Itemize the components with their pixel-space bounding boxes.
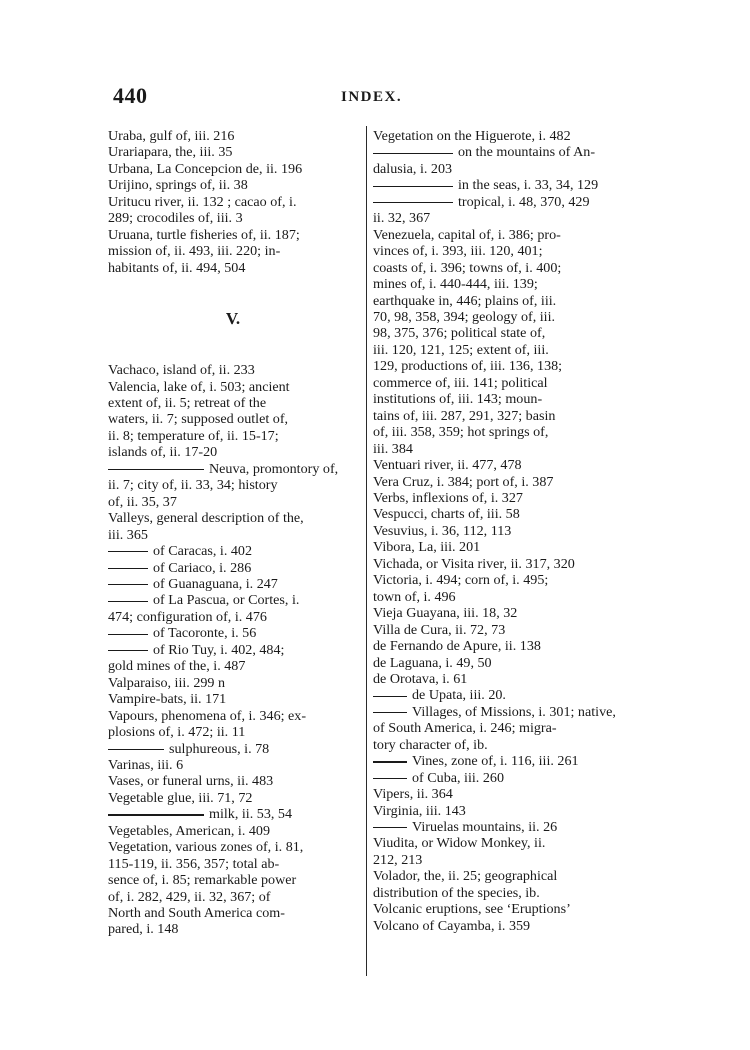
index-entry-line: Vieja Guayana, iii. 18, 32 [373,605,518,622]
index-entry-line: of Caracas, i. 402 [122,543,358,559]
index-entry-line: of Tacoronte, i. 56 [122,625,358,641]
index-entry-line: pared, i. 148 [108,921,179,938]
index-entry-line: iii. 384 [373,440,413,457]
index-entry [373,506,631,522]
index-entry-line: Varinas, iii. 6 [108,756,184,773]
column-divider [366,126,367,976]
index-entry-line: milk, ii. 53, 54 [122,806,358,822]
index-entry [108,227,358,276]
leader-dash [108,814,204,815]
index-entry-line: Viruelas mountains, ii. 26 [387,819,631,835]
index-entry-line: Vichada, or Visita river, ii. 317, 320 [373,555,575,572]
index-entry-line: Virginia, iii. 143 [373,802,466,819]
leader-dash [108,568,148,569]
index-entry-line: on the mountains of An- [387,144,631,160]
index-entry [108,757,358,773]
index-entry-line: Vegetation, various zones of, i. 81, [108,839,304,856]
index-entry-line: islands of, ii. 17-20 [108,444,218,461]
index-entry-line: 474; configuration of, i. 476 [108,608,267,625]
index-entry [373,490,631,506]
index-entry [373,803,631,819]
leader-dash [373,696,407,697]
index-entry-line: 70, 98, 358, 394; geology of, iii. [373,308,556,325]
index-entry-line: town of, i. 496 [373,588,456,605]
index-entry-line: Vapours, phenomena of, i. 346; ex- [108,707,307,724]
index-entry [373,144,631,177]
index-entry-line: Vases, or funeral urns, ii. 483 [108,773,274,790]
index-entry [373,753,631,769]
index-entry-line: de Laguana, i. 49, 50 [373,654,492,671]
index-entry-line: Urijino, springs of, ii. 38 [108,177,248,194]
index-entry [373,655,631,671]
index-entry-line: iii. 365 [108,526,148,543]
index-entry-line: Vegetation on the Higuerote, i. 482 [373,128,571,144]
index-entry-line: Victoria, i. 494; corn of, i. 495; [373,572,549,589]
index-entry-line: Vespucci, charts of, iii. 58 [373,506,520,523]
index-entry-line: 115-119, ii. 356, 357; total ab- [108,855,280,872]
index-entry-line: North and South America com- [108,905,285,922]
index-entry-line: de Orotava, i. 61 [373,670,468,687]
index-entry-line: coasts of, i. 396; towns of, i. 400; [373,259,562,276]
index-entry-line: Uritucu river, ii. 132 ; cacao of, i. [108,193,297,210]
index-entry-line: plosions of, i. 472; ii. 11 [108,724,246,741]
index-entry-line: Neuva, promontory of, [122,461,358,477]
leader-dash [108,634,148,635]
index-entry [108,839,358,938]
index-entry-line: Vibora, La, iii. 201 [373,539,481,556]
index-entry [373,556,631,572]
index-entry-line: Volcanic eruptions, see ‘Eruptions’ [373,901,571,918]
index-entry-line: tory character of, ib. [373,736,488,753]
index-entry-line: 98, 375, 376; political state of, [373,325,546,342]
index-entry [373,638,631,654]
index-entry [108,790,358,806]
index-entry [108,144,358,160]
leader-dash [108,601,148,602]
index-entry-line: of, i. 282, 429, ii. 32, 367; of [108,888,271,905]
index-entry [373,786,631,802]
index-entry-line: sulphureous, i. 78 [122,741,358,757]
leader-dash [373,778,407,779]
index-entry [108,806,358,822]
index-entry [108,576,358,592]
index-column-left [108,128,358,938]
letter-heading-v: V. [225,309,241,329]
index-entry [108,362,358,378]
index-entry-line: waters, ii. 7; supposed outlet of, [108,411,289,428]
index-entry-line: mines of, i. 440-444, iii. 139; [373,276,538,293]
index-entry-line: extent of, ii. 5; retreat of the [108,394,267,411]
index-entry-line: Villa de Cura, ii. 72, 73 [373,621,506,638]
index-entry [373,227,631,457]
index-entry-line: Vesuvius, i. 36, 112, 113 [373,522,512,539]
index-entry [373,128,631,144]
index-entry-line: Vines, zone of, i. 116, iii. 261 [387,753,631,769]
index-entry-line: of, ii. 35, 37 [108,493,177,510]
index-entry-line: Uraba, gulf of, iii. 216 [108,128,235,144]
index-entry-line: earthquake in, 446; plains of, iii. [373,292,557,309]
running-head: INDEX. [341,89,403,105]
index-entry-line: ii. 8; temperature of, ii. 15-17; [108,427,279,444]
index-entry [373,622,631,638]
index-entry [108,461,358,510]
index-entry-line: of Cuba, iii. 260 [387,770,631,786]
index-entry [108,642,358,675]
index-block-v-continued [373,128,631,934]
index-entry-line: of Rio Tuy, i. 402, 484; [122,642,358,658]
leader-dash [108,650,148,651]
index-entry [373,572,631,605]
index-entry-line: Ventuari river, ii. 477, 478 [373,457,522,474]
index-entry-line: mission of, ii. 493, iii. 220; in- [108,243,281,260]
index-entry [108,177,358,193]
index-entry [373,671,631,687]
index-entry [108,625,358,641]
index-entry-line: Vegetables, American, i. 409 [108,822,271,839]
index-entry [108,379,358,461]
index-entry [108,691,358,707]
index-entry-line: Valencia, lake of, i. 503; ancient [108,378,290,395]
leader-dash [373,712,407,713]
index-entry [373,868,631,901]
index-entry [108,675,358,691]
index-entry-line: institutions of, iii. 143; moun- [373,391,543,408]
leader-dash [373,202,453,203]
index-entry-line: Verbs, inflexions of, i. 327 [373,489,523,506]
index-entry [373,918,631,934]
index-entry-line: Valleys, general description of the, [108,510,304,527]
index-entry-line: 289; crocodiles of, iii. 3 [108,210,243,227]
page-header [113,83,635,109]
index-entry-line: habitants of, ii. 494, 504 [108,259,246,276]
index-entry-line: Vegetable glue, iii. 71, 72 [108,789,253,806]
index-entry-line: of Guanaguana, i. 247 [122,576,358,592]
index-entry [373,835,631,868]
leader-dash [108,551,148,552]
leader-dash [108,469,204,470]
index-entry [373,177,631,193]
index-entry-line: dalusia, i. 203 [373,160,453,177]
index-entry-line: of Cariaco, i. 286 [122,560,358,576]
index-entry [108,823,358,839]
index-entry-line: de Fernando de Apure, ii. 138 [373,638,541,655]
index-entry [373,704,631,753]
index-block-u [108,128,358,276]
index-entry-line: in the seas, i. 33, 34, 129 [387,177,631,193]
index-entry [373,474,631,490]
index-entry-line: Urariapara, the, iii. 35 [108,144,233,161]
index-entry [373,605,631,621]
index-entry [108,592,358,625]
index-entry [373,523,631,539]
index-entry [373,539,631,555]
index-entry-line: 212, 213 [373,851,423,868]
index-entry-line: Vera Cruz, i. 384; port of, i. 387 [373,473,554,490]
leader-dash [373,827,407,828]
index-entry-line: sence of, i. 85; remarkable power [108,872,297,889]
leader-dash [108,749,164,750]
index-entry-line: Volador, the, ii. 25; geographical [373,868,558,885]
index-entry [108,510,358,543]
index-entry [108,161,358,177]
index-entry-line: ii. 32, 367 [373,210,431,227]
leader-dash [108,584,148,585]
index-entry [373,901,631,917]
page-number: 440 [113,83,148,108]
index-entry [373,457,631,473]
index-entry [373,194,631,227]
index-entry [108,773,358,789]
index-entry [373,770,631,786]
index-entry [108,741,358,757]
index-entry-line: Vachaco, island of, ii. 233 [108,362,255,379]
leader-dash [373,761,407,762]
index-entry-line: Viudita, or Widow Monkey, ii. [373,835,546,852]
index-entry [108,708,358,741]
index-entry-line: commerce of, iii. 141; political [373,374,548,391]
index-entry-line: of, iii. 358, 359; hot springs of, [373,424,549,441]
index-entry [373,687,631,703]
index-entry [108,128,358,144]
index-entry-line: distribution of the species, ib. [373,884,540,901]
index-entry-line: 129, productions of, iii. 136, 138; [373,358,563,375]
index-entry-line: Venezuela, capital of, i. 386; pro- [373,226,561,243]
index-entry [108,560,358,576]
index-entry-line: gold mines of the, i. 487 [108,658,246,675]
index-entry-line: vinces of, i. 393, iii. 120, 401; [373,243,543,260]
index-entry-line: Uruana, turtle fisheries of, ii. 187; [108,226,300,243]
index-entry [108,543,358,559]
index-entry [373,819,631,835]
index-entry-line: Villages, of Missions, i. 301; native, [387,704,631,720]
index-entry-line: ii. 7; city of, ii. 33, 34; history [108,477,278,494]
index-entry-line: of South America, i. 246; migra- [373,720,557,737]
index-entry-line: Urbana, La Concepcion de, ii. 196 [108,160,303,177]
leader-dash [373,153,453,154]
index-column-right [373,128,631,934]
index-entry-line: de Upata, iii. 20. [387,687,631,703]
index-entry-line: Valparaiso, iii. 299 n [108,674,226,691]
index-entry-line: tropical, i. 48, 370, 429 [387,194,631,210]
index-entry [108,194,358,227]
index-block-v [108,362,358,938]
index-entry-line: iii. 120, 121, 125; extent of, iii. [373,341,549,358]
index-entry-line: Volcano of Cayamba, i. 359 [373,917,531,934]
index-entry-line: Vampire-bats, ii. 171 [108,691,227,708]
index-entry-line: Vipers, ii. 364 [373,786,453,803]
leader-dash [373,186,453,187]
index-entry-line: of La Pascua, or Cortes, i. [122,592,358,608]
index-entry-line: tains of, iii. 287, 291, 327; basin [373,407,556,424]
